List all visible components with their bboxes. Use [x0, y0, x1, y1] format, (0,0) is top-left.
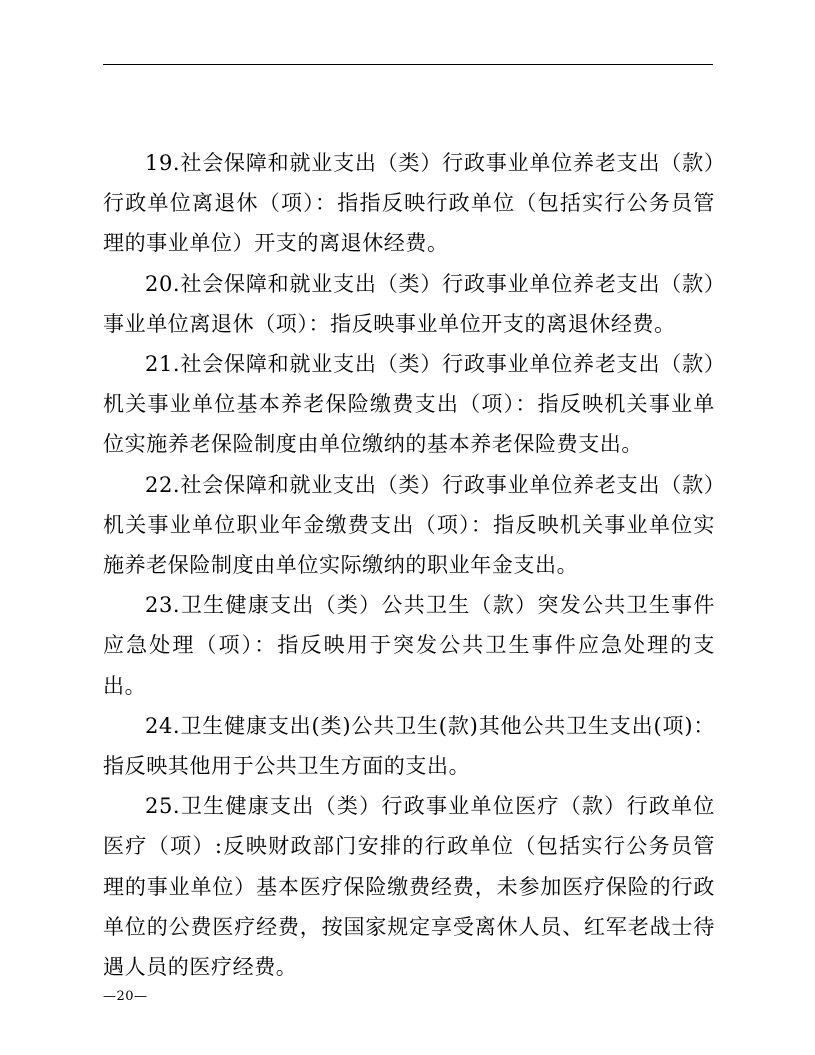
page-number: —20—: [103, 989, 148, 1004]
paragraph-22: 22.社会保障和就业支出（类）行政事业单位养老支出（款）机关事业单位职业年金缴费支出（项）：指反映机关事业单位实施养老保险制度由单位实际缴纳的职业年金支出。: [103, 472, 715, 578]
paragraph-24: 24.卫生健康支出(类)公共卫生(款)其他公共卫生支出(项)：指反映其他用于公共卫生方面的支出。: [103, 713, 715, 779]
document-body: [103, 143, 715, 987]
header-rule: [103, 64, 713, 65]
paragraph-25: 25.卫生健康支出（类）行政事业单位医疗（款）行政单位医疗（项）:反映财政部门安排的行政单位（包括实行公务员管理的事业单位）基本医疗保险缴费经费，未参加医疗保险的行政单位的公费医疗经费，按国家规定享受离休人员、红军老战士待遇人员的医疗经费。: [103, 794, 715, 980]
paragraph-19: 19.社会保障和就业支出（类）行政事业单位养老支出（款）行政单位离退休（项）：指指反映行政单位（包括实行公务员管理的事业单位）开支的离退休经费。: [103, 151, 715, 256]
paragraph-23: 23.卫生健康支出（类）公共卫生（款）突发公共卫生事件应急处理（项）：指反映用于突发公共卫生事件应急处理的支出。: [103, 593, 715, 698]
paragraph-20: 20.社会保障和就业支出（类）行政事业单位养老支出（款）事业单位离退休（项）：指反映事业单位开支的离退休经费。: [103, 271, 715, 336]
paragraph-21: 21.社会保障和就业支出（类）行政事业单位养老支出（款）机关事业单位基本养老保险缴费支出（项）：指反映机关事业单位实施养老保险制度由单位缴纳的基本养老保险费支出。: [103, 352, 715, 457]
